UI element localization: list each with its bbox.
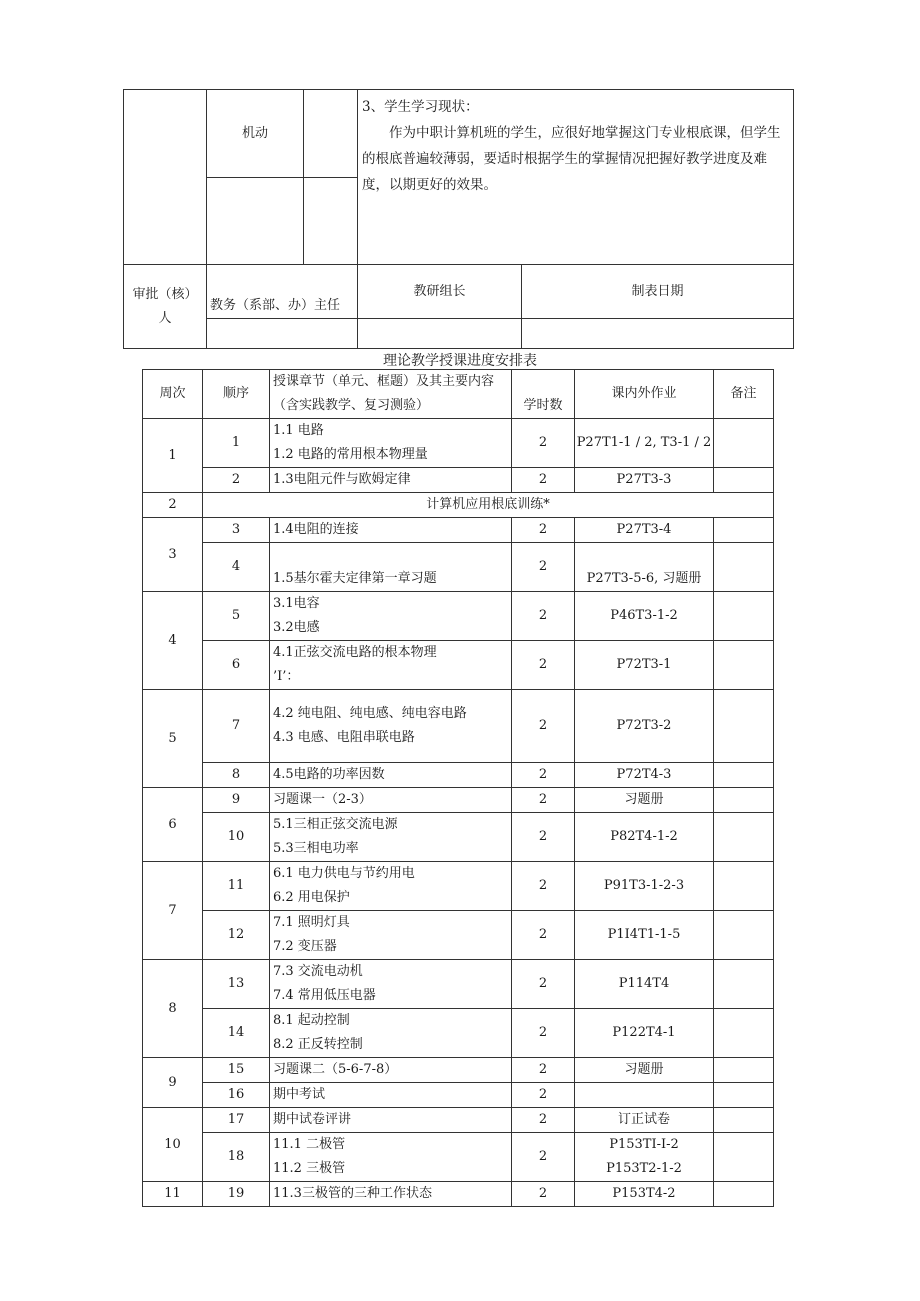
remarks-cell	[714, 813, 774, 862]
remarks-cell	[714, 592, 774, 641]
content-line: 8.2 正反转控制	[273, 1037, 363, 1052]
content-cell	[270, 813, 512, 862]
order-cell: 13	[203, 960, 270, 1009]
homework-cell: P114T4	[575, 960, 714, 1009]
homework-cell	[575, 1083, 714, 1108]
remarks-cell	[714, 862, 774, 911]
homework-cell: P72T3-2	[575, 690, 714, 763]
table-row	[143, 862, 774, 911]
week-cell: 8	[143, 960, 203, 1058]
hours-cell: 2	[512, 1182, 575, 1207]
content-cell	[270, 1009, 512, 1058]
remarks-cell	[714, 960, 774, 1009]
content-cell: 习题课一（2-3）	[270, 788, 512, 813]
table-row	[143, 592, 774, 641]
content-cell	[270, 419, 512, 468]
table-row	[143, 518, 774, 543]
hours-cell: 2	[512, 813, 575, 862]
hours-cell: 2	[512, 1108, 575, 1133]
content-cell: 1.5基尔霍夫定律第一章习题	[270, 543, 512, 592]
note-body: 作为中职计算机班的学生，应很好地掌握这门专业根底课，但学生的根底普遍较薄弱，要适时根据学生的掌握情况把握好教学进度及难度，以期更好的效果。	[362, 125, 781, 193]
order-cell: 11	[203, 862, 270, 911]
hours-cell: 2	[512, 1058, 575, 1083]
homework-line: P153T2-1-2	[606, 1161, 682, 1176]
homework-cell: P72T3-1	[575, 641, 714, 690]
upper-table	[123, 89, 794, 349]
table-row	[143, 1133, 774, 1182]
remarks-cell	[714, 641, 774, 690]
table-row	[143, 1058, 774, 1083]
content-line: 4.1正弦交流电路的根本物理	[273, 645, 437, 660]
note-heading: 3、学生学习现状：	[362, 99, 479, 115]
week-cell: 9	[143, 1058, 203, 1108]
header-order: 顺序	[203, 370, 270, 419]
content-line: 4.2 纯电阻、纯电感、纯电容电路	[273, 706, 467, 721]
table-row	[143, 1182, 774, 1207]
order-cell: 15	[203, 1058, 270, 1083]
remarks-cell	[714, 419, 774, 468]
hours-cell: 2	[512, 1133, 575, 1182]
order-cell: 5	[203, 592, 270, 641]
header-week: 周次	[143, 370, 203, 419]
group-leader-signature-cell	[358, 319, 522, 349]
table-row	[143, 813, 774, 862]
upper-blank-cell	[124, 90, 207, 265]
remarks-cell	[714, 911, 774, 960]
order-cell: 7	[203, 690, 270, 763]
remarks-cell	[714, 763, 774, 788]
hours-cell: 2	[512, 468, 575, 493]
schedule-table	[142, 369, 774, 1207]
content-line: 3.2电感	[273, 620, 320, 635]
table-row	[143, 419, 774, 468]
homework-cell: P82T4-1-2	[575, 813, 714, 862]
remarks-cell	[714, 1083, 774, 1108]
upper-blank-cell	[304, 90, 358, 178]
jidong-label: 机动	[207, 90, 304, 178]
homework-cell: P27T3-3	[575, 468, 714, 493]
header-content-line2: （含实践教学、复习测验）	[273, 398, 430, 413]
homework-cell: P27T3-5-6, 习题册	[575, 543, 714, 592]
content-line: 5.3三相电功率	[273, 841, 359, 856]
content-cell: 11.3三极管的三种工作状态	[270, 1182, 512, 1207]
table-row	[143, 1108, 774, 1133]
homework-cell: P122T4-1	[575, 1009, 714, 1058]
student-status-note	[358, 90, 794, 265]
content-cell: 期中试卷评讲	[270, 1108, 512, 1133]
week-cell: 4	[143, 592, 203, 690]
content-cell	[270, 690, 512, 763]
hours-cell: 2	[512, 960, 575, 1009]
homework-cell: P1I4T1-1-5	[575, 911, 714, 960]
content-line: 5.1三相正弦交流电源	[273, 817, 398, 832]
homework-cell: P91T3-1-2-3	[575, 862, 714, 911]
order-cell: 16	[203, 1083, 270, 1108]
content-line: 8.1 起动控制	[273, 1013, 350, 1028]
homework-line: P153TI-I-2	[609, 1137, 679, 1152]
hours-cell: 2	[512, 911, 575, 960]
hours-cell: 2	[512, 518, 575, 543]
order-cell: 8	[203, 763, 270, 788]
header-content-line1: 授课章节（单元、框题）及其主要内容	[273, 374, 495, 389]
content-line: 7.2 变压器	[273, 939, 337, 954]
homework-cell	[575, 1133, 714, 1182]
hours-cell: 2	[512, 641, 575, 690]
homework-cell: P27T1-1 / 2, T3-1 / 2	[575, 419, 714, 468]
hours-cell: 2	[512, 788, 575, 813]
content-cell	[270, 862, 512, 911]
hours-cell: 2	[512, 543, 575, 592]
order-cell: 9	[203, 788, 270, 813]
order-cell: 19	[203, 1182, 270, 1207]
order-cell: 17	[203, 1108, 270, 1133]
week-cell: 1	[143, 419, 203, 493]
upper-blank-cell	[207, 178, 304, 265]
remarks-cell	[714, 543, 774, 592]
table-row	[143, 690, 774, 763]
content-cell	[270, 960, 512, 1009]
merged-activity-cell: 计算机应用根底训练*	[203, 493, 774, 518]
order-cell: 1	[203, 419, 270, 468]
homework-cell: P46T3-1-2	[575, 592, 714, 641]
hours-cell: 2	[512, 763, 575, 788]
order-cell: 3	[203, 518, 270, 543]
dept-head-signature-cell	[207, 319, 358, 349]
content-cell	[270, 911, 512, 960]
content-line: 3.1电容	[273, 596, 320, 611]
content-line: 6.1 电力供电与节约用电	[273, 866, 415, 881]
content-cell	[270, 592, 512, 641]
week-cell: 7	[143, 862, 203, 960]
remarks-cell	[714, 690, 774, 763]
content-line: 1.1 电路	[273, 423, 324, 438]
order-cell: 12	[203, 911, 270, 960]
hours-cell: 2	[512, 1009, 575, 1058]
group-leader-label: 教研组长	[358, 265, 522, 319]
table-row	[143, 1009, 774, 1058]
order-cell: 14	[203, 1009, 270, 1058]
content-line: 7.1 照明灯具	[273, 915, 350, 930]
homework-cell: P153T4-2	[575, 1182, 714, 1207]
content-line: 11.2 三极管	[273, 1161, 346, 1176]
hours-cell: 2	[512, 690, 575, 763]
content-cell: 1.3电阻元件与欧姆定律	[270, 468, 512, 493]
week-cell: 2	[143, 493, 203, 518]
homework-cell: 订正试卷	[575, 1108, 714, 1133]
homework-cell: P72T4-3	[575, 763, 714, 788]
remarks-cell	[714, 1009, 774, 1058]
week-cell: 10	[143, 1108, 203, 1182]
content-cell: 1.4电阻的连接	[270, 518, 512, 543]
content-cell: 4.5电路的功率因数	[270, 763, 512, 788]
content-line: 7.4 常用低压电器	[273, 988, 376, 1003]
remarks-cell	[714, 1182, 774, 1207]
remarks-cell	[714, 1108, 774, 1133]
header-content	[270, 370, 512, 419]
week-cell: 5	[143, 690, 203, 788]
remarks-cell	[714, 1058, 774, 1083]
remarks-cell	[714, 518, 774, 543]
table-row	[143, 543, 774, 592]
homework-cell: 习题册	[575, 788, 714, 813]
content-cell	[270, 641, 512, 690]
header-remarks: 备注	[714, 370, 774, 419]
order-cell: 2	[203, 468, 270, 493]
content-cell: 习题课二（5-6-7-8）	[270, 1058, 512, 1083]
header-hours: 学时数	[512, 370, 575, 419]
content-line: 11.1 二极管	[273, 1137, 346, 1152]
hours-cell: 2	[512, 1083, 575, 1108]
content-line: ’I’：	[273, 669, 300, 684]
order-cell: 4	[203, 543, 270, 592]
table-row	[143, 493, 774, 518]
table-row	[143, 788, 774, 813]
hours-cell: 2	[512, 592, 575, 641]
remarks-cell	[714, 1133, 774, 1182]
table-row	[143, 960, 774, 1009]
remarks-cell	[714, 468, 774, 493]
week-cell: 6	[143, 788, 203, 862]
table-row	[143, 763, 774, 788]
header-row	[143, 370, 774, 419]
upper-blank-cell	[304, 178, 358, 265]
content-line: 1.2 电路的常用根本物理量	[273, 447, 428, 462]
homework-cell: P27T3-4	[575, 518, 714, 543]
content-line: 6.2 用电保护	[273, 890, 350, 905]
content-line: 4.3 电感、电阻串联电路	[273, 730, 415, 745]
remarks-cell	[714, 788, 774, 813]
table-row	[143, 641, 774, 690]
table-row	[143, 1083, 774, 1108]
homework-cell: 习题册	[575, 1058, 714, 1083]
schedule-title: 理论教学授课进度安排表	[383, 353, 537, 369]
order-cell: 6	[203, 641, 270, 690]
week-cell: 3	[143, 518, 203, 592]
hours-cell: 2	[512, 419, 575, 468]
table-row	[143, 911, 774, 960]
order-cell: 10	[203, 813, 270, 862]
dept-head-label: 教务（系部、办）主任	[207, 265, 358, 319]
hours-cell: 2	[512, 862, 575, 911]
table-row	[143, 468, 774, 493]
table-date-value-cell	[522, 319, 794, 349]
content-cell: 期中考试	[270, 1083, 512, 1108]
content-cell	[270, 1133, 512, 1182]
approval-label: 审批（核）人	[124, 265, 207, 349]
week-cell: 11	[143, 1182, 203, 1207]
header-homework: 课内外作业	[575, 370, 714, 419]
order-cell: 18	[203, 1133, 270, 1182]
content-line: 7.3 交流电动机	[273, 964, 363, 979]
table-date-label: 制表日期	[522, 265, 794, 319]
